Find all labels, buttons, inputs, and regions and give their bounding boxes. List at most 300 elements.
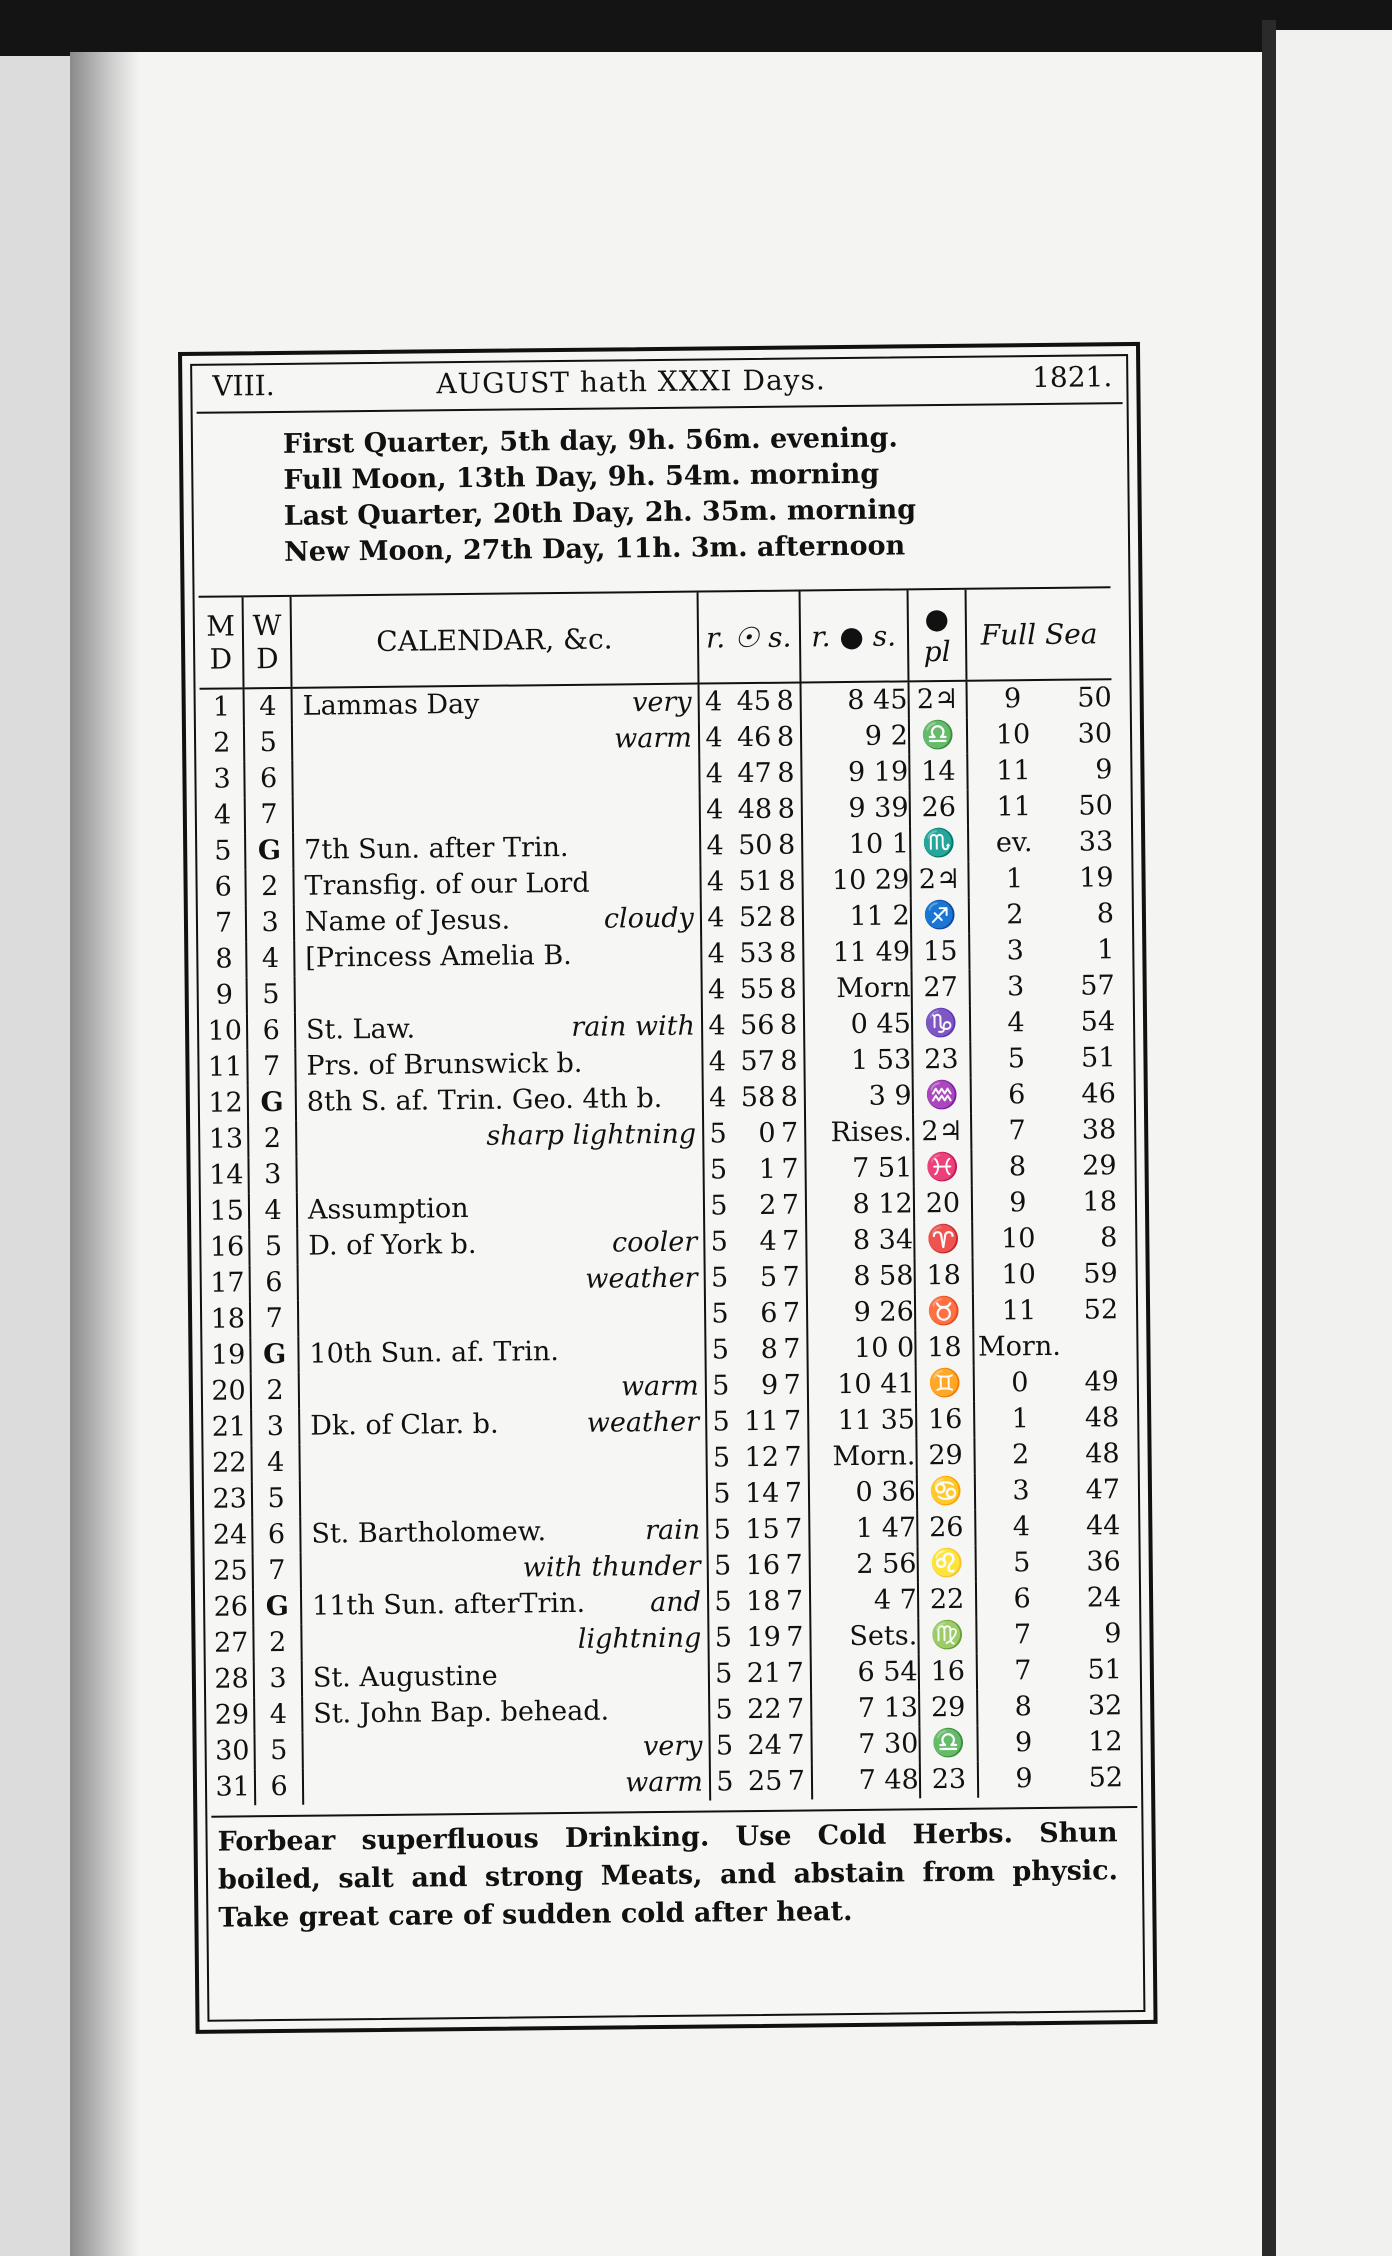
- cell-calendar: [299, 1441, 706, 1481]
- cell-moon-rise-set: 8 34: [806, 1222, 915, 1259]
- moon-full: Full Moon, 13th Day, 9h. 54m. morning: [283, 458, 880, 496]
- cell-full-sea-min: [1064, 1328, 1119, 1365]
- cell-moon-place: ♎: [909, 718, 968, 755]
- cell-moon-place: ♒: [912, 1078, 971, 1115]
- cell-sun-rise-min: 53: [739, 937, 774, 970]
- cell-moon-rise-set: 1 53: [804, 1042, 913, 1079]
- cell-wd: G: [253, 1589, 301, 1625]
- cell-full-sea-min: 59: [1083, 1258, 1118, 1290]
- cell-wd: 7: [253, 1553, 301, 1589]
- cell-full-sea-hour: 2: [975, 1437, 1066, 1474]
- weather-note: cooler: [611, 1226, 698, 1259]
- cell-calendar: [295, 1045, 702, 1085]
- cell-calendar: [301, 1585, 708, 1625]
- cell-moon-rise-set: 7 30: [811, 1726, 920, 1763]
- cell-sun-set-hour: 8: [780, 1081, 799, 1113]
- year: 1821.: [1031, 360, 1113, 395]
- cell-wd: 2: [246, 869, 294, 905]
- cell-moon-rise-set: 9 39: [801, 790, 910, 827]
- cell-sun-rise-hour: 4: [702, 1044, 732, 1080]
- cell-moon-place: 18: [914, 1258, 973, 1295]
- cell-moon-rise-set: Rises.: [805, 1114, 914, 1151]
- cell-moon-rise-set: 8 45: [800, 681, 909, 719]
- cell-calendar: [302, 1693, 709, 1733]
- cell-sun-rise-hour: 5: [709, 1692, 739, 1728]
- calendar-note: 8th S. af. Trin. Geo. 4th b.: [306, 1082, 663, 1118]
- weather-note: weather: [586, 1406, 700, 1439]
- cell-moon-place: 26: [917, 1510, 976, 1547]
- cell-sun-rise-min: 24: [747, 1729, 783, 1762]
- cell-sun-rise-hour: 5: [703, 1116, 733, 1152]
- cell-wd: G: [251, 1337, 299, 1373]
- cell-calendar: [299, 1405, 706, 1445]
- cell-moon-rise-set: 3 9: [804, 1078, 913, 1115]
- cell-moon-rise-set: Morn: [803, 970, 912, 1007]
- cell-md: 17: [210, 1267, 245, 1299]
- cell-full-sea-hour: 6: [976, 1581, 1067, 1618]
- cell-full-sea-min: 1: [1096, 934, 1115, 966]
- cell-moon-place: 23: [920, 1762, 979, 1799]
- cell-full-sea-hour: 3: [969, 933, 1060, 970]
- cell-sun-rise-min: 45: [736, 685, 772, 718]
- cell-md: 10: [207, 1015, 243, 1047]
- cell-calendar: [300, 1513, 707, 1553]
- cell-md: 1: [212, 691, 231, 723]
- cell-sun-set-hour: 7: [783, 1369, 802, 1401]
- cell-sun-rise-hour: 5: [706, 1368, 736, 1404]
- cell-sun-set-hour: 8: [776, 685, 794, 717]
- weather-note: and: [650, 1586, 702, 1619]
- cell-full-sea-hour: 9: [972, 1185, 1063, 1222]
- cell-full-sea-hour: 6: [971, 1077, 1062, 1114]
- cell-sun-rise-min: 48: [737, 793, 773, 826]
- cell-full-sea-hour: 2: [969, 897, 1060, 934]
- cell-calendar: [292, 721, 699, 761]
- cell-sun-set-hour: 7: [785, 1513, 803, 1545]
- calendar-note: St. Law.: [305, 1013, 416, 1046]
- cell-calendar: [298, 1297, 705, 1337]
- cell-sun-rise-min: 0: [758, 1117, 776, 1149]
- cell-wd: 5: [247, 977, 295, 1013]
- moon-phases: [283, 420, 917, 571]
- cell-md: 4: [213, 799, 232, 831]
- cell-moon-rise-set: 11 35: [808, 1402, 917, 1439]
- cell-full-sea-min: 44: [1085, 1510, 1121, 1542]
- cell-full-sea-hour: 0: [974, 1365, 1065, 1402]
- cell-wd: 2: [254, 1625, 302, 1661]
- cell-full-sea-min: 48: [1085, 1438, 1120, 1470]
- cell-sun-set-hour: 7: [786, 1693, 805, 1725]
- cell-wd: 6: [253, 1517, 301, 1553]
- cell-moon-place: 26: [909, 790, 968, 827]
- cell-full-sea-min: 8: [1096, 898, 1115, 930]
- cell-sun-set-hour: 7: [785, 1549, 803, 1581]
- table-header: [199, 587, 1112, 689]
- col-sun: r. ☉ s.: [697, 591, 800, 684]
- cell-full-sea-min: 50: [1078, 790, 1113, 822]
- cell-full-sea-min: 54: [1080, 1006, 1116, 1038]
- cell-moon-rise-set: 0 45: [803, 1006, 912, 1043]
- calendar-note: Assumption: [307, 1193, 469, 1226]
- cell-full-sea-hour: ev.: [968, 825, 1059, 862]
- month-title: AUGUST hath XXXI Days.: [436, 363, 826, 401]
- cell-sun-rise-min: 16: [745, 1549, 781, 1582]
- cell-moon-place: 29: [919, 1690, 978, 1727]
- cell-full-sea-min: 48: [1084, 1402, 1120, 1434]
- col-calendar: CALENDAR, &c.: [291, 592, 699, 688]
- cell-wd: 3: [251, 1409, 299, 1445]
- cell-full-sea-hour: 5: [976, 1545, 1067, 1582]
- cell-calendar: [303, 1765, 710, 1805]
- cell-calendar: [291, 684, 698, 725]
- col-moon: r. ● s.: [799, 589, 908, 682]
- cell-full-sea-hour: 1: [969, 861, 1060, 898]
- cell-sun-set-hour: 7: [785, 1585, 804, 1617]
- cell-sun-rise-hour: 4: [698, 683, 728, 720]
- cell-sun-rise-min: 4: [759, 1225, 777, 1257]
- cell-wd: 6: [245, 761, 293, 797]
- cell-wd: 2: [251, 1373, 299, 1409]
- cell-sun-set-hour: 8: [777, 793, 795, 825]
- cell-calendar: [296, 1153, 703, 1193]
- weather-note: sharp lightning: [486, 1118, 697, 1152]
- cell-sun-rise-hour: 5: [704, 1224, 734, 1260]
- cell-sun-rise-hour: 4: [700, 864, 730, 900]
- cell-wd: 4: [244, 688, 292, 725]
- cell-md: 3: [213, 763, 231, 795]
- cell-sun-set-hour: 7: [784, 1477, 803, 1509]
- cell-sun-rise-min: 51: [738, 865, 774, 898]
- cell-sun-rise-hour: 4: [699, 792, 729, 828]
- cell-calendar: [294, 937, 701, 977]
- weather-note: very: [631, 686, 692, 719]
- cell-full-sea-hour: 11: [967, 753, 1058, 790]
- cell-full-sea-min: 52: [1088, 1762, 1124, 1794]
- cell-md: 19: [210, 1339, 246, 1371]
- cell-moon-rise-set: 4 7: [809, 1582, 918, 1619]
- cell-sun-set-hour: 8: [778, 865, 796, 897]
- cell-full-sea-hour: 11: [968, 789, 1059, 826]
- cell-full-sea-hour: 4: [975, 1509, 1066, 1546]
- cell-moon-place: 22: [918, 1582, 977, 1619]
- cell-calendar: [298, 1333, 705, 1373]
- cell-full-sea-min: 49: [1084, 1366, 1119, 1398]
- cell-sun-rise-hour: 5: [707, 1512, 737, 1548]
- cell-full-sea-min: 38: [1081, 1114, 1117, 1146]
- cell-moon-place: ♓: [913, 1150, 972, 1187]
- cell-moon-rise-set: 11 49: [803, 934, 912, 971]
- cell-sun-set-hour: 7: [786, 1621, 804, 1653]
- moon-last-quarter: Last Quarter, 20th Day, 2h. 35m. morning: [283, 494, 917, 532]
- cell-sun-rise-hour: 5: [704, 1188, 734, 1224]
- weather-note: cloudy: [603, 902, 694, 935]
- cell-sun-rise-hour: 5: [707, 1476, 737, 1512]
- cell-sun-rise-hour: 5: [708, 1620, 738, 1656]
- moon-first-quarter: First Quarter, 5th day, 9h. 56m. evening.: [282, 422, 898, 460]
- cell-calendar: [301, 1549, 708, 1589]
- cell-wd: 4: [254, 1697, 302, 1733]
- cell-sun-set-hour: 8: [779, 973, 797, 1005]
- cell-calendar: [296, 1081, 703, 1121]
- cell-moon-rise-set: 9 2: [800, 718, 909, 755]
- cell-moon-place: 2♃: [913, 1114, 972, 1151]
- cell-moon-place: 16: [918, 1654, 977, 1691]
- cell-sun-rise-hour: 4: [699, 720, 729, 756]
- cell-moon-place: 23: [912, 1042, 971, 1079]
- weather-note: with thunder: [522, 1550, 701, 1584]
- cell-md: 18: [210, 1303, 246, 1335]
- cell-full-sea-min: 9: [1095, 754, 1113, 786]
- calendar-note: Prs. of Brunswick b.: [306, 1047, 583, 1082]
- scan-top-border: [0, 0, 1392, 56]
- book-gutter: [1262, 20, 1276, 2256]
- calendar-note: St. Augustine: [312, 1660, 498, 1694]
- cell-md: 13: [208, 1123, 244, 1155]
- cell-sun-rise-min: 25: [747, 1765, 783, 1798]
- cell-sun-rise-hour: 5: [705, 1296, 735, 1332]
- cell-calendar: [299, 1369, 706, 1409]
- cell-wd: 7: [248, 1049, 296, 1085]
- cell-moon-place: ♉: [915, 1294, 974, 1331]
- cell-wd: 7: [250, 1301, 298, 1337]
- cell-sun-rise-hour: 4: [702, 1008, 732, 1044]
- cell-full-sea-hour: 7: [977, 1653, 1068, 1690]
- cell-wd: 5: [252, 1481, 300, 1517]
- cell-moon-rise-set: 7 13: [811, 1690, 920, 1727]
- cell-calendar: [297, 1189, 704, 1229]
- cell-md: 14: [208, 1159, 244, 1191]
- calendar-note: Dk. of Clar. b.: [310, 1408, 499, 1442]
- cell-full-sea-min: 19: [1079, 862, 1114, 894]
- cell-wd: 5: [244, 725, 292, 761]
- cell-md: 7: [214, 907, 233, 939]
- cell-full-sea-min: 36: [1086, 1546, 1121, 1578]
- col-full-sea: Full Sea: [966, 587, 1112, 681]
- cell-wd: 4: [249, 1193, 297, 1229]
- cell-sun-rise-min: 9: [760, 1369, 779, 1401]
- footer-advice: Forbear superfluous Drinking. Use Cold Herbs. Shun boiled, salt and strong Meats, and abstain from physic. Take great care of sudden cold after heat.: [217, 1817, 1119, 1934]
- cell-sun-set-hour: 7: [780, 1117, 799, 1149]
- cell-full-sea-min: 8: [1099, 1222, 1118, 1254]
- cell-calendar: [298, 1261, 705, 1301]
- cell-moon-rise-set: 10 41: [807, 1366, 916, 1403]
- cell-md: 23: [212, 1483, 248, 1515]
- cell-moon-place: 29: [916, 1438, 975, 1475]
- col-moon-place: ● pl: [907, 589, 966, 682]
- weather-note: warm: [614, 722, 693, 755]
- cell-moon-rise-set: 8 12: [805, 1186, 914, 1223]
- cell-wd: 5: [255, 1733, 303, 1769]
- cell-full-sea-hour: 10: [967, 717, 1058, 754]
- cell-sun-rise-min: 22: [747, 1693, 782, 1726]
- cell-sun-set-hour: 7: [784, 1441, 802, 1473]
- cell-md: 6: [214, 871, 233, 903]
- cell-sun-rise-hour: 4: [699, 756, 729, 792]
- cell-moon-place: 2♃: [908, 681, 967, 719]
- moon-new: New Moon, 27th Day, 11h. 3m. afternoon: [283, 530, 906, 568]
- cell-sun-rise-min: 56: [739, 1009, 775, 1042]
- cell-sun-set-hour: 8: [778, 901, 797, 933]
- cell-full-sea-min: 12: [1088, 1726, 1123, 1758]
- cell-moon-place: ♊: [915, 1366, 974, 1403]
- cell-full-sea-hour: 8: [972, 1149, 1063, 1186]
- cell-md: 29: [214, 1699, 250, 1731]
- cell-sun-set-hour: 7: [787, 1765, 806, 1797]
- cell-calendar: [294, 901, 701, 941]
- cell-moon-place: ♎: [919, 1726, 978, 1763]
- cell-md: 22: [211, 1447, 247, 1479]
- cell-sun-set-hour: 7: [782, 1297, 801, 1329]
- cell-sun-rise-min: 8: [760, 1333, 778, 1365]
- cell-md: 12: [208, 1087, 243, 1119]
- cell-sun-rise-min: 12: [744, 1441, 780, 1474]
- cell-sun-set-hour: 7: [782, 1225, 800, 1257]
- cell-sun-set-hour: 8: [778, 937, 797, 969]
- cell-sun-rise-min: 57: [740, 1045, 775, 1078]
- cell-wd: 6: [250, 1265, 298, 1301]
- cell-sun-rise-min: 15: [745, 1513, 780, 1546]
- cell-md: 9: [215, 979, 234, 1011]
- cell-full-sea-hour: 7: [976, 1617, 1067, 1654]
- cell-sun-set-hour: 8: [779, 1009, 798, 1041]
- cell-full-sea-min: 30: [1077, 718, 1113, 750]
- page-shadow: [70, 52, 140, 2256]
- cell-md: 26: [213, 1591, 249, 1623]
- cell-sun-rise-min: 58: [740, 1081, 776, 1114]
- cell-md: 28: [214, 1663, 249, 1695]
- almanac-plate: [178, 342, 1158, 2034]
- facing-page: [1276, 30, 1392, 2256]
- cell-moon-rise-set: 10 1: [802, 826, 911, 863]
- cell-calendar: [295, 1009, 702, 1049]
- cell-md: 20: [211, 1375, 246, 1407]
- cell-moon-rise-set: 6 54: [810, 1654, 919, 1691]
- cell-moon-place: ♈: [914, 1222, 973, 1259]
- cell-full-sea-min: 33: [1078, 826, 1114, 858]
- cell-sun-set-hour: 7: [781, 1189, 800, 1221]
- cell-moon-place: ♌: [917, 1546, 976, 1583]
- cell-sun-rise-hour: 5: [705, 1332, 735, 1368]
- cell-moon-place: ♐: [910, 898, 969, 935]
- cell-sun-rise-min: 46: [736, 721, 772, 754]
- cell-sun-rise-hour: 5: [709, 1728, 739, 1764]
- cell-moon-place: ♑: [912, 1006, 971, 1043]
- cell-full-sea-hour: 9: [967, 680, 1058, 718]
- cell-sun-rise-hour: 5: [710, 1764, 740, 1800]
- cell-full-sea-hour: 9: [978, 1725, 1069, 1762]
- cell-sun-set-hour: 8: [777, 829, 796, 861]
- cell-moon-place: ♏: [910, 826, 969, 863]
- cell-md: 8: [215, 943, 233, 975]
- cell-wd: G: [245, 833, 293, 869]
- cell-wd: 4: [247, 941, 295, 977]
- cell-sun-set-hour: 8: [777, 757, 795, 789]
- cell-moon-rise-set: Morn.: [808, 1438, 917, 1475]
- calendar-note: Lammas Day: [302, 688, 480, 722]
- cell-full-sea-hour: 3: [975, 1473, 1066, 1510]
- cell-wd: 3: [249, 1157, 297, 1193]
- scan-left-edge: [0, 56, 70, 2256]
- cell-md: 25: [213, 1555, 248, 1587]
- cell-sun-rise-min: 47: [737, 757, 772, 790]
- cell-full-sea-min: 46: [1081, 1078, 1116, 1110]
- cell-sun-rise-hour: 5: [707, 1548, 737, 1584]
- cell-calendar: [295, 973, 702, 1013]
- cell-full-sea-min: 18: [1082, 1186, 1118, 1218]
- cell-wd: 5: [250, 1229, 298, 1265]
- cell-md: 16: [209, 1231, 245, 1263]
- cell-wd: G: [248, 1085, 296, 1121]
- weather-note: lightning: [577, 1622, 702, 1655]
- cell-full-sea-min: 24: [1086, 1582, 1122, 1614]
- cell-md: 11: [207, 1051, 243, 1083]
- cell-wd: 6: [247, 1013, 295, 1049]
- cell-calendar: [301, 1621, 708, 1661]
- cell-moon-place: 20: [914, 1186, 973, 1223]
- calendar-table: [199, 586, 1124, 1805]
- cell-full-sea-min: 9: [1104, 1618, 1122, 1650]
- cell-calendar: [302, 1729, 709, 1769]
- cell-md: 15: [209, 1195, 245, 1227]
- cell-sun-rise-min: 11: [744, 1405, 779, 1438]
- cell-moon-rise-set: 10 0: [807, 1330, 916, 1367]
- cell-moon-rise-set: 1 47: [809, 1510, 918, 1547]
- cell-calendar: [293, 793, 700, 833]
- cell-full-sea-hour: 10: [973, 1257, 1064, 1294]
- weather-note: warm: [624, 1766, 704, 1799]
- cell-sun-rise-hour: 5: [703, 1152, 733, 1188]
- cell-moon-place: 2♃: [910, 862, 969, 899]
- cell-sun-set-hour: 7: [781, 1153, 799, 1185]
- cell-sun-rise-min: 1: [758, 1153, 777, 1185]
- cell-full-sea-hour: 8: [977, 1689, 1068, 1726]
- cell-calendar: [293, 829, 700, 869]
- cell-moon-place: ♋: [917, 1474, 976, 1511]
- cell-sun-rise-min: 2: [758, 1189, 777, 1221]
- cell-calendar: [292, 757, 699, 797]
- weather-note: weather: [585, 1262, 698, 1295]
- cell-moon-rise-set: 9 26: [806, 1294, 915, 1331]
- weather-note: warm: [620, 1370, 699, 1403]
- cell-sun-set-hour: 7: [782, 1261, 800, 1293]
- cell-sun-rise-hour: 4: [701, 972, 731, 1008]
- weather-note: rain: [645, 1514, 701, 1547]
- cell-sun-rise-hour: 5: [706, 1404, 736, 1440]
- cell-moon-rise-set: 9 19: [801, 754, 910, 791]
- cell-calendar: [297, 1225, 704, 1265]
- cell-sun-rise-hour: 4: [701, 936, 731, 972]
- calendar-note: [Princess Amelia B.: [305, 939, 572, 974]
- calendar-note: 7th Sun. after Trin.: [304, 831, 569, 866]
- calendar-note: Transfig. of our Lord: [304, 867, 590, 902]
- cell-full-sea-min: 32: [1087, 1690, 1123, 1722]
- cell-sun-rise-min: 6: [760, 1297, 778, 1329]
- cell-sun-rise-min: 14: [744, 1477, 780, 1510]
- cell-sun-rise-hour: 5: [704, 1260, 734, 1296]
- cell-sun-rise-hour: 5: [708, 1584, 738, 1620]
- cell-sun-rise-hour: 5: [709, 1656, 739, 1692]
- cell-moon-place: 14: [909, 754, 968, 791]
- cell-moon-rise-set: 0 36: [808, 1474, 917, 1511]
- cell-wd: 4: [252, 1445, 300, 1481]
- cell-wd: 7: [245, 797, 293, 833]
- cell-md: 5: [214, 835, 232, 867]
- cell-moon-rise-set: 7 48: [811, 1762, 920, 1799]
- cell-md: 27: [213, 1627, 249, 1659]
- cell-moon-rise-set: 10 29: [802, 862, 911, 899]
- cell-sun-set-hour: 8: [780, 1045, 798, 1077]
- cell-md: 21: [211, 1411, 247, 1443]
